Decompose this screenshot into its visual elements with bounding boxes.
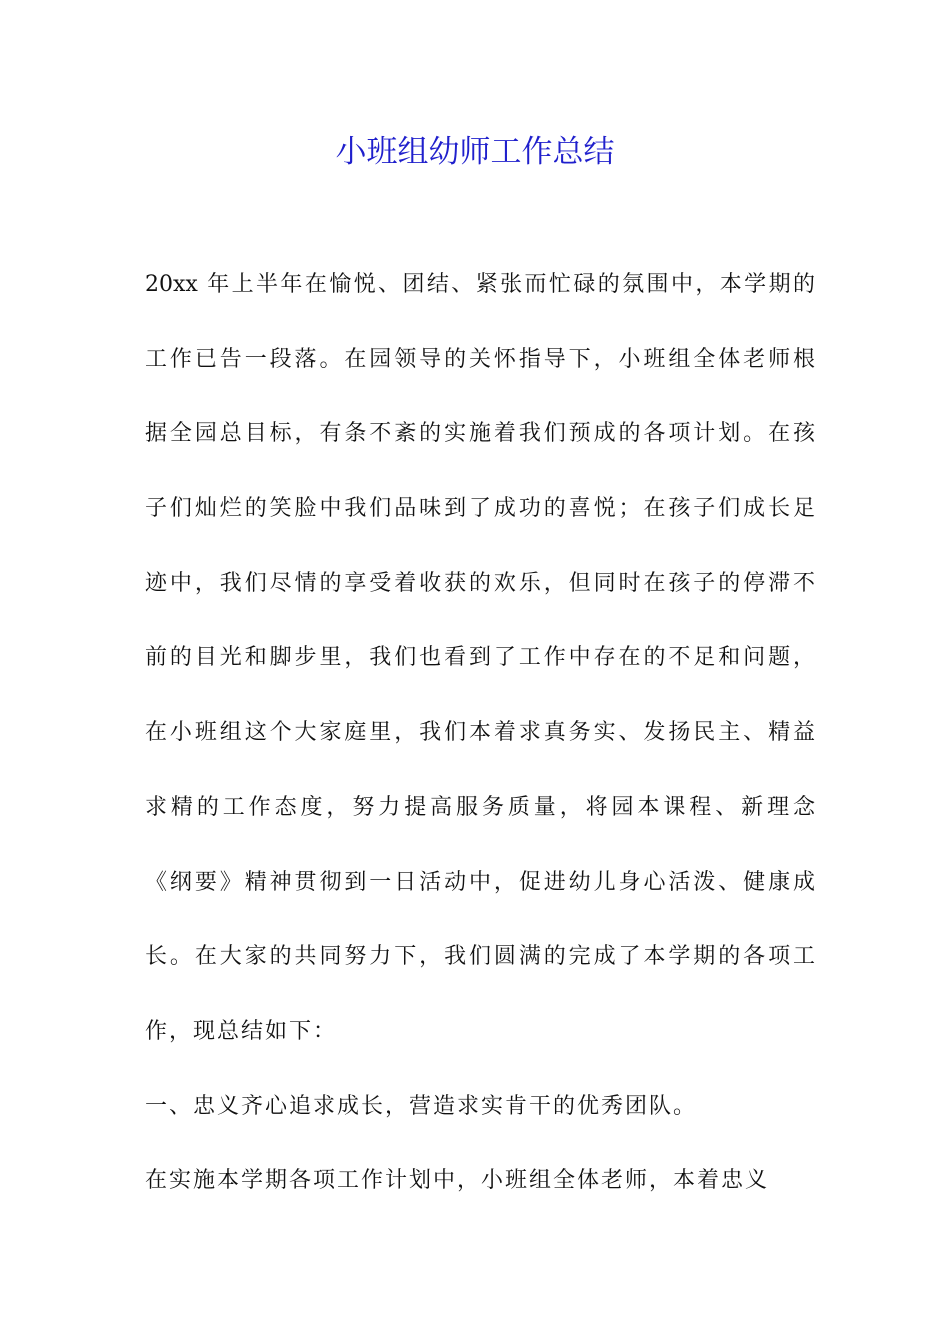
body-line-8: 求精的工作态度，努力提高服务质量，将园本课程、新理念 xyxy=(145,794,815,820)
body-line-13: 在实施本学期各项工作计划中，小班组全体老师，本着忠义 xyxy=(145,1168,770,1194)
body-line-5: 迹中，我们尽情的享受着收获的欢乐，但同时在孩子的停滞不 xyxy=(145,570,815,596)
section-heading-1: 一、忠义齐心追求成长，营造求实肯干的优秀团队。 xyxy=(145,1093,698,1119)
body-line-7: 在小班组这个大家庭里，我们本着求真务实、发扬民主、精益 xyxy=(145,720,815,746)
body-line-3: 据全园总目标，有条不紊的实施着我们预成的各项计划。在孩 xyxy=(145,421,815,447)
body-line-6: 前的目光和脚步里，我们也看到了工作中存在的不足和问题， xyxy=(145,645,815,671)
body-line-2: 工作已告一段落。在园领导的关怀指导下，小班组全体老师根 xyxy=(145,346,815,372)
body-line-11: 作，现总结如下： xyxy=(145,1018,338,1044)
body-line-9: 《纲要》精神贯彻到一日活动中，促进幼儿身心活泼、健康成 xyxy=(145,869,815,895)
document-title: 小班组幼师工作总结 xyxy=(335,134,615,170)
document-body xyxy=(145,263,815,1234)
body-line-4: 子们灿烂的笑脸中我们品味到了成功的喜悦；在孩子们成长足 xyxy=(145,496,815,522)
body-line-1: 20xx 年上半年在愉悦、团结、紧张而忙碌的氛围中，本学期的 xyxy=(145,272,815,297)
body-line-10: 长。在大家的共同努力下，我们圆满的完成了本学期的各项工 xyxy=(145,944,815,970)
